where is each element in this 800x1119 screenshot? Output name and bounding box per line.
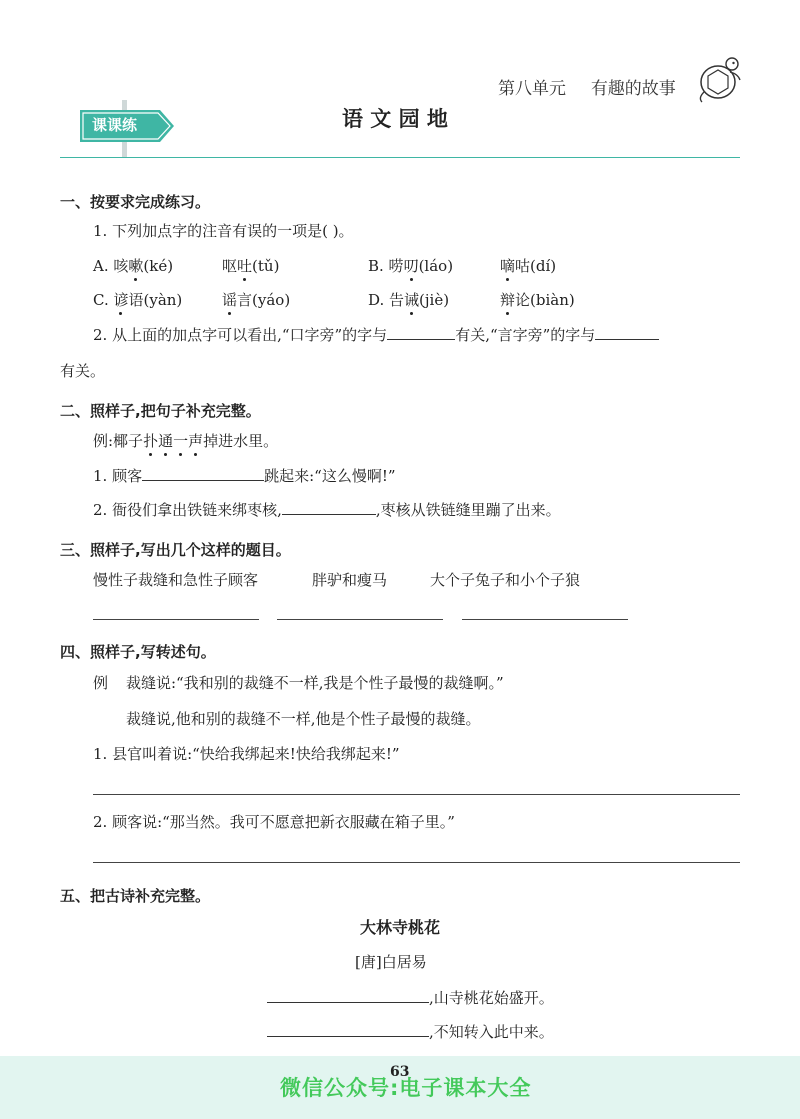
option-c1: C. 谚语(yàn): [93, 291, 183, 309]
option-d1: D. 告诫(jiè): [368, 291, 450, 309]
section1-heading: 一、按要求完成练习。: [60, 193, 211, 211]
section5-heading: 五、把古诗补充完整。: [60, 887, 211, 905]
s4-question1: 1. 县官叫着说:“快给我绑起来!快给我绑起来!”: [93, 745, 400, 763]
s1-question2: [93, 324, 659, 345]
lesson-badge-label: 课课练: [92, 116, 138, 134]
answer-blank[interactable]: [387, 325, 455, 340]
s2-question1: [93, 465, 396, 486]
answer-line[interactable]: [93, 794, 740, 795]
answer-line[interactable]: [462, 619, 628, 620]
answer-blank[interactable]: [282, 500, 376, 515]
poem-line1: [267, 987, 554, 1008]
unit-number: 第八单元: [498, 79, 566, 99]
option-d2: 辩论(biàn): [500, 291, 575, 309]
poem-line2: [267, 1021, 554, 1042]
page-title: 语 文 园 地: [342, 106, 448, 131]
option-a2: 呕吐(tǔ): [222, 257, 280, 275]
section3-heading: 三、照样子,写出几个这样的题目。: [60, 541, 291, 559]
unit-label: [498, 74, 676, 99]
poem-author: [唐]白居易: [355, 953, 427, 971]
s2-question2: [93, 499, 561, 520]
s2-q1-part1: 1. 顾客: [93, 467, 143, 485]
s4-question2: 2. 顾客说:“那当然。我可不愿意把新衣服藏在箱子里。”: [93, 813, 455, 831]
unit-title: 有趣的故事: [590, 79, 676, 99]
section2-heading: 二、照样子,把句子补充完整。: [60, 402, 261, 420]
s1-q2-part1: 2. 从上面的加点字可以看出,“口字旁”的字与: [93, 326, 388, 344]
poem-line1-text: ,山寺桃花始盛开。: [429, 989, 554, 1007]
answer-line[interactable]: [277, 619, 443, 620]
s3-example3: 大个子兔子和小个子狼: [430, 571, 581, 589]
s4-example-label: 例: [93, 674, 109, 692]
s3-example1: 慢性子裁缝和急性子顾客: [93, 571, 259, 589]
s1-q2-part2: 有关,“言字旁”的字与: [455, 326, 596, 344]
s2-q1-part2: 跳起来:“这么慢啊!”: [264, 467, 396, 485]
option-b1: B. 唠叨(láo): [368, 257, 454, 275]
lesson-badge: [78, 100, 178, 162]
s3-example2: 胖驴和瘦马: [312, 571, 388, 589]
poem-title: 大林寺桃花: [360, 918, 441, 937]
header-divider: [60, 157, 740, 158]
answer-blank[interactable]: [267, 988, 429, 1003]
answer-blank[interactable]: [142, 466, 264, 481]
section4-heading: 四、照样子,写转述句。: [60, 643, 216, 661]
page-number: 63: [390, 1064, 410, 1080]
answer-line[interactable]: [93, 619, 259, 620]
poem-line2-text: ,不知转入此中来。: [429, 1023, 554, 1041]
option-a1: A. 咳嗽(ké): [93, 257, 174, 275]
s2-example: 例:椰子扑通一声掉进水里。: [93, 432, 279, 450]
s4-example-line2: 裁缝说,他和别的裁缝不一样,他是个性子最慢的裁缝。: [126, 710, 481, 728]
watermark: 微信公众号:电子课本大全: [280, 1076, 532, 1100]
option-b2: 嘀咕(dí): [500, 257, 557, 275]
answer-blank[interactable]: [595, 325, 659, 340]
answer-blank[interactable]: [267, 1022, 429, 1037]
s1-question1: 1. 下列加点字的注音有误的一项是( )。: [93, 222, 354, 240]
option-c2: 谣言(yáo): [222, 291, 291, 309]
s4-example-line1: 裁缝说:“我和别的裁缝不一样,我是个性子最慢的裁缝啊。”: [126, 674, 504, 692]
s1-q2-ending: 有关。: [60, 362, 106, 380]
s2-q2-part2: ,枣核从铁链缝里蹦了出来。: [375, 501, 561, 519]
answer-line[interactable]: [93, 862, 740, 863]
turtle-icon: [694, 48, 744, 108]
s2-q2-part1: 2. 衙役们拿出铁链来绑枣核,: [93, 501, 282, 519]
